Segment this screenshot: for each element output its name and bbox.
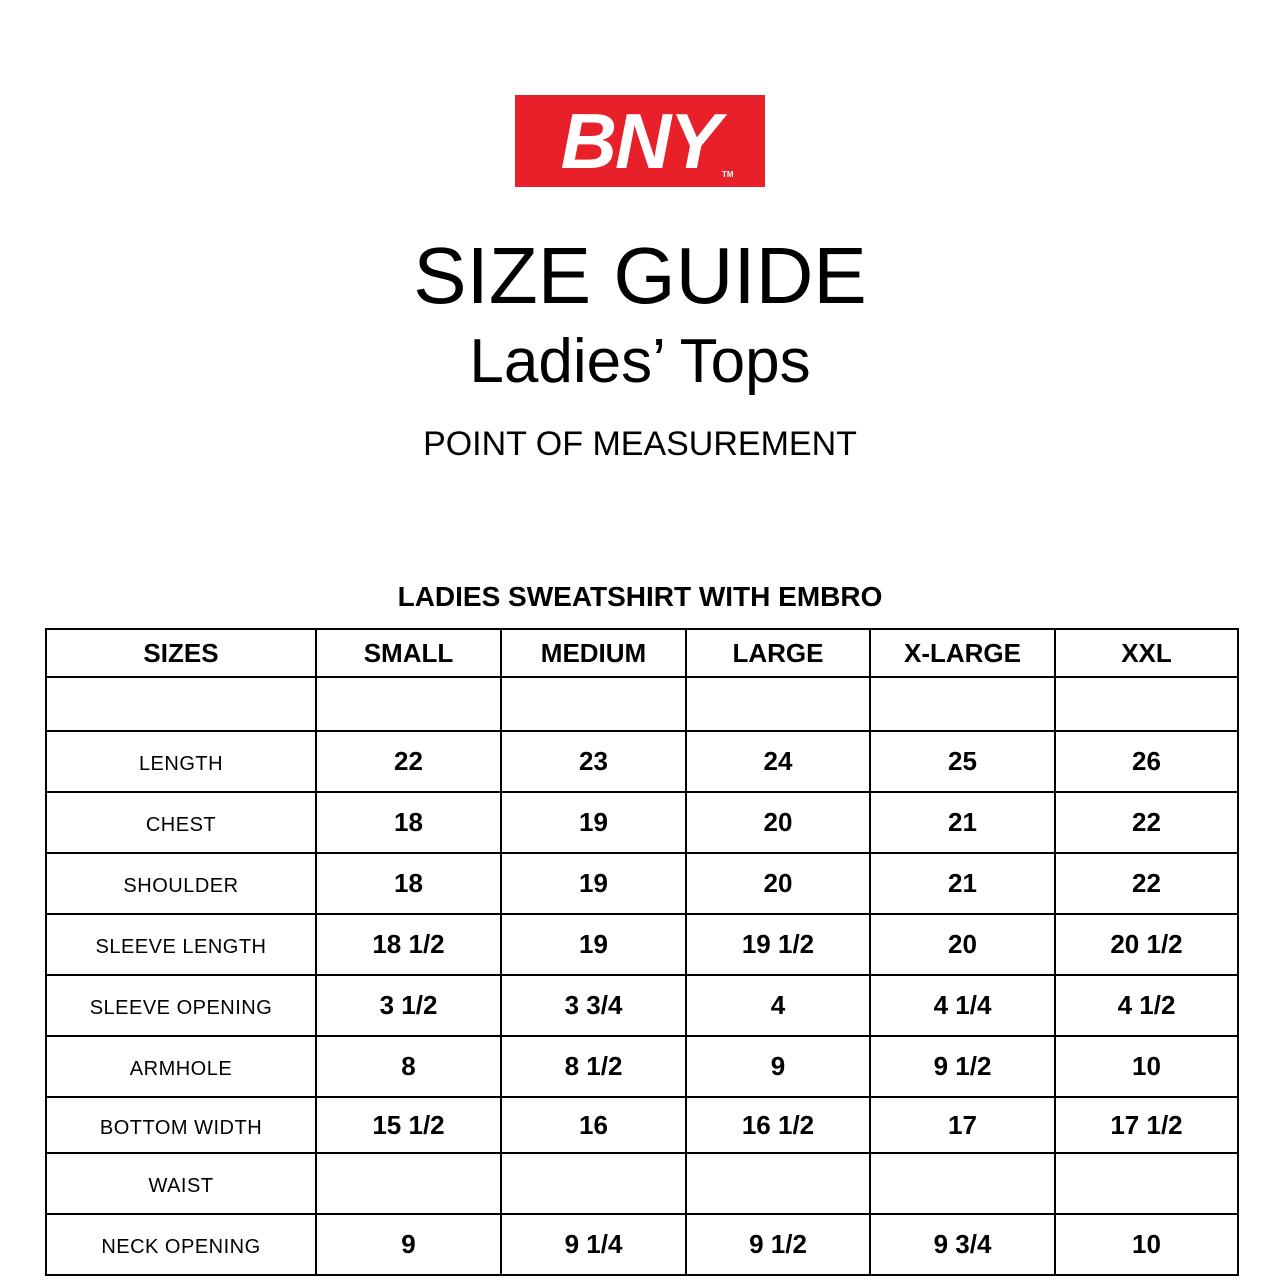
- value-cell: 15 1/2: [316, 1097, 501, 1153]
- value-cell: [316, 1153, 501, 1214]
- value-cell: 20: [686, 792, 870, 853]
- value-cell: 10: [1055, 1214, 1238, 1275]
- page-subtitle: Ladies’ Tops: [469, 327, 811, 396]
- table-row: [46, 1036, 1238, 1097]
- value-cell: 21: [870, 792, 1055, 853]
- value-cell: 18: [316, 792, 501, 853]
- value-cell: 16: [501, 1097, 686, 1153]
- table-row: [46, 853, 1238, 914]
- table-row: [46, 677, 1238, 731]
- trademark-mark: TM: [722, 170, 734, 179]
- header-cell: SMALL: [316, 629, 501, 677]
- size-chart-table: [45, 628, 1239, 1276]
- value-cell: 3 3/4: [501, 975, 686, 1036]
- value-cell: [1055, 1153, 1238, 1214]
- value-cell: 16 1/2: [686, 1097, 870, 1153]
- value-cell: 19: [501, 792, 686, 853]
- table-row: [46, 1214, 1238, 1275]
- header-cell: X-LARGE: [870, 629, 1055, 677]
- header-cell: XXL: [1055, 629, 1238, 677]
- value-cell: 22: [1055, 853, 1238, 914]
- row-label: ARMHOLE: [46, 1036, 316, 1097]
- table-row: [46, 731, 1238, 792]
- row-label: SHOULDER: [46, 853, 316, 914]
- header-cell: MEDIUM: [501, 629, 686, 677]
- value-cell: 9 1/2: [870, 1036, 1055, 1097]
- header-cell: SIZES: [46, 629, 316, 677]
- row-label: [46, 677, 316, 731]
- value-cell: 9 1/4: [501, 1214, 686, 1275]
- value-cell: [501, 677, 686, 731]
- value-cell: 26: [1055, 731, 1238, 792]
- value-cell: 9: [316, 1214, 501, 1275]
- value-cell: 17: [870, 1097, 1055, 1153]
- value-cell: [316, 677, 501, 731]
- header-cell: LARGE: [686, 629, 870, 677]
- value-cell: 3 1/2: [316, 975, 501, 1036]
- row-label: CHEST: [46, 792, 316, 853]
- value-cell: [686, 1153, 870, 1214]
- value-cell: 23: [501, 731, 686, 792]
- table-row: [46, 792, 1238, 853]
- value-cell: 4 1/2: [1055, 975, 1238, 1036]
- table-header-row: [46, 629, 1238, 677]
- row-label: BOTTOM WIDTH: [46, 1097, 316, 1153]
- row-label: NECK OPENING: [46, 1214, 316, 1275]
- value-cell: 25: [870, 731, 1055, 792]
- value-cell: 18 1/2: [316, 914, 501, 975]
- value-cell: 9 1/2: [686, 1214, 870, 1275]
- value-cell: 8: [316, 1036, 501, 1097]
- table-row: [46, 1153, 1238, 1214]
- value-cell: [1055, 677, 1238, 731]
- value-cell: 19 1/2: [686, 914, 870, 975]
- value-cell: 9 3/4: [870, 1214, 1055, 1275]
- value-cell: 22: [316, 731, 501, 792]
- page-title: SIZE GUIDE: [413, 231, 867, 320]
- value-cell: 17 1/2: [1055, 1097, 1238, 1153]
- value-cell: [870, 677, 1055, 731]
- table-title: LADIES SWEATSHIRT WITH EMBRO: [397, 581, 883, 612]
- value-cell: 9: [686, 1036, 870, 1097]
- value-cell: 4: [686, 975, 870, 1036]
- value-cell: [501, 1153, 686, 1214]
- value-cell: 24: [686, 731, 870, 792]
- row-label: SLEEVE OPENING: [46, 975, 316, 1036]
- row-label: LENGTH: [46, 731, 316, 792]
- table-row: [46, 975, 1238, 1036]
- value-cell: 20: [870, 914, 1055, 975]
- value-cell: 20: [686, 853, 870, 914]
- value-cell: 22: [1055, 792, 1238, 853]
- value-cell: [686, 677, 870, 731]
- value-cell: 19: [501, 853, 686, 914]
- point-of-measurement-heading: POINT OF MEASUREMENT: [423, 425, 857, 463]
- value-cell: 4 1/4: [870, 975, 1055, 1036]
- value-cell: 21: [870, 853, 1055, 914]
- value-cell: 19: [501, 914, 686, 975]
- value-cell: 20 1/2: [1055, 914, 1238, 975]
- brand-logo-text: BNY: [560, 97, 720, 185]
- value-cell: 18: [316, 853, 501, 914]
- value-cell: [870, 1153, 1055, 1214]
- row-label: WAIST: [46, 1153, 316, 1214]
- value-cell: 10: [1055, 1036, 1238, 1097]
- table-row: [46, 1097, 1238, 1153]
- table-row: [46, 914, 1238, 975]
- value-cell: 8 1/2: [501, 1036, 686, 1097]
- row-label: SLEEVE LENGTH: [46, 914, 316, 975]
